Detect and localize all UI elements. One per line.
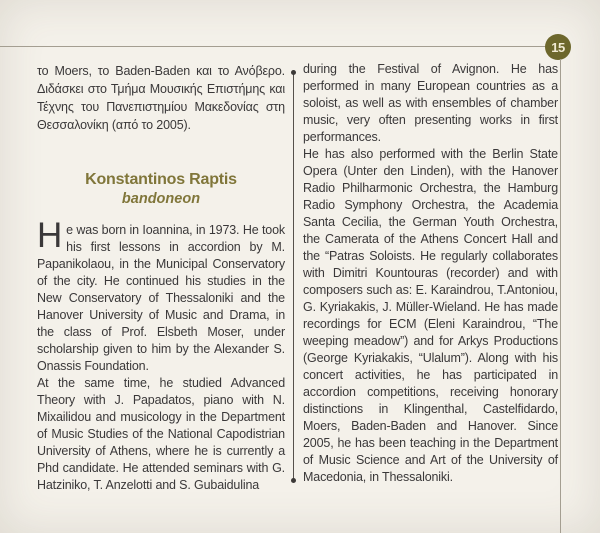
artist-instrument: bandoneon <box>121 191 201 207</box>
right-column <box>303 61 558 486</box>
artist-name: Konstantinos Raptis <box>85 171 237 188</box>
right-paragraph-2: He has also performed with the Berlin State Opera (Unter den Linden), with the Hanover Radio Philharmonic Orchestra, the Hamburg Radio Symphony Orchestra, the Academia Santa Cecilia, the German Youth Orchestra, the Camerata of the Athens Concert Hall and the “Patras Soloists. He regularly collaborates with Dimitri Kountouras (recorder) and with composers such as: E. Karaindrou, T.Antoniou, G. Kyriakakis, J. Müller-Wieland. He has made recordings for ECM (Eleni Karaindrou, “The weeping meadow”) and for Arkys Productions (George Kyriakakis, “Ulalum”). Along with his concert activities, he has participated in accordion competitions, receiving honorary distinctions in Klingenthal, Castelfidardo, Moers, Baden-Baden and Hanover. Since 2005, he has been teaching in the Department of Music Science and Art of the University of Macedonia, in Thessaloniki. <box>303 147 558 484</box>
top-rule-line <box>0 46 547 47</box>
divider-bottom-dot <box>291 478 296 483</box>
divider-top-dot <box>291 70 296 75</box>
bio-paragraph-1 <box>37 216 285 375</box>
page-number-badge <box>545 34 571 60</box>
drop-cap: H <box>37 216 63 255</box>
page-number: 15 <box>551 39 565 55</box>
bio-paragraph-1-text: e was born in Ioannina, in 1973. He took his first lessons in accordion by M. Papanikolaou, in the Municipal Conservatory of the city. He continued his studies in the New Conservatory of Thessaloniki and the Hanover University of Music and Drama, in the class of Prof. Elsbeth Moser, under scholarship given to him by the Alexander S. Onassis Foundation. <box>37 223 285 373</box>
bio-paragraph-2: At the same time, he studied Advanced Theory with J. Papadatos, piano with N. Mixailidou and musicology in the Department of Music Studies of the National Capodistrian University of Athens, where he is currently a Phd candidate. He attended seminars with G. Hatziniko, T. Anzelotti and S. Gubaidulina <box>37 376 285 492</box>
left-column <box>37 62 285 494</box>
artist-heading <box>37 171 285 207</box>
right-paragraph-1: during the Festival of Avignon. He has performed in many European countries as a soloist, as well as with ensembles of chamber music, very often presenting works in first performances. <box>303 62 558 144</box>
column-divider-line <box>293 72 294 481</box>
right-edge-line <box>560 59 561 533</box>
greek-paragraph: το Moers, το Baden-Baden και το Ανόβερο. Διδάσκει στο Τμήμα Μουσικής Επιστήμης και Τέχνης του Πανεπιστημίου Μακεδονίας στη Θεσσαλονίκη (από το 2005). <box>37 64 285 132</box>
